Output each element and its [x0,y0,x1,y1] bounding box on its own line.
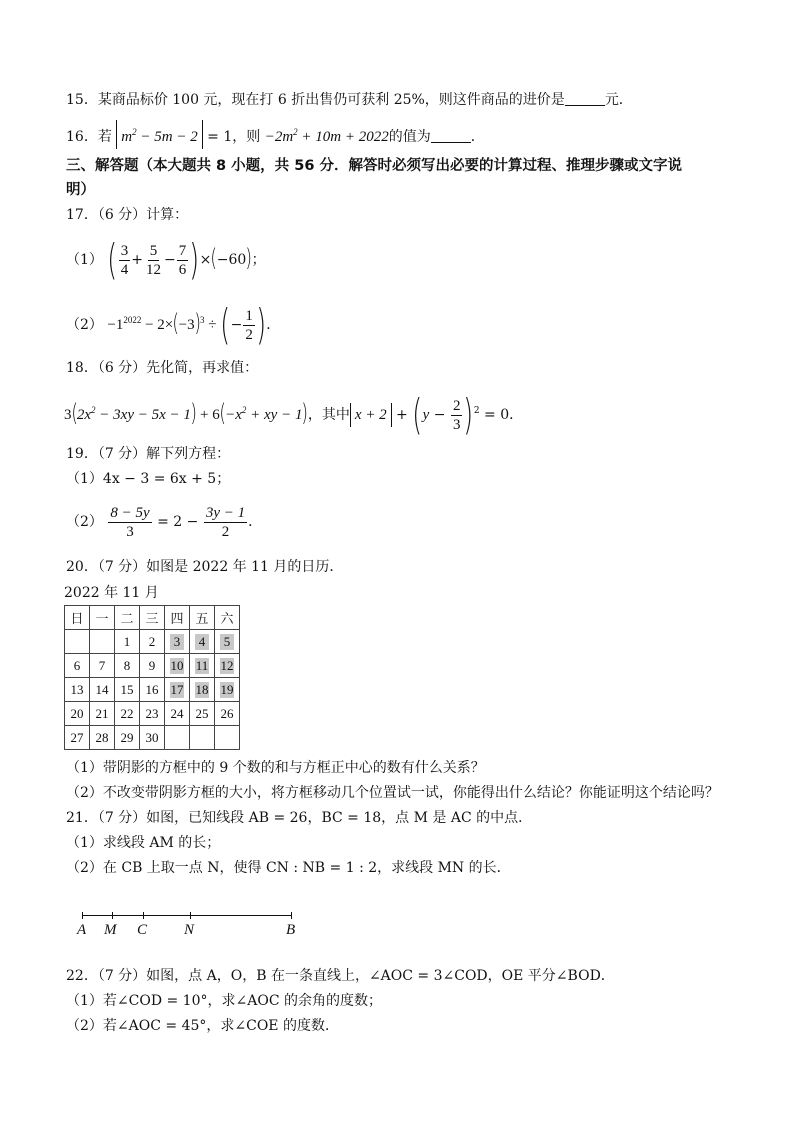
point-tick [112,912,113,919]
day-number: 22 [120,705,134,721]
day-number: 14 [95,681,109,697]
calendar-day-cell [140,654,165,678]
q15-text: 15．某商品标价 100 元，现在打 6 折出售仍可获利 25%，则这件商品的进价是 [66,92,565,108]
calendar-day-cell [165,678,190,702]
section-3-heading: 三、解答题（本大题共 8 小题，共 56 分．解答时必须写出必要的计算过程、推理步骤或文字说 [66,158,682,174]
calendar-day-cell [140,702,165,726]
point-label-c: C [137,922,148,938]
calendar-week-row [65,678,240,702]
q16-end: ． [470,129,485,145]
day-number: 21 [95,705,109,721]
question-19-part-2: （2） $\frac{8 - 5y}{3}$ = 2 − $\frac{3y - 1}{2}$ ． [66,504,263,540]
calendar-week-row [65,726,240,750]
question-22-part-1: （1）若∠COD = 10°，求∠AOC 的余角的度数； [66,993,382,1009]
calendar-day-cell [140,678,165,702]
calendar-day-cell [190,726,215,750]
question-21-title: 21．（7 分）如图，已知线段 AB = 26，BC = 18，点 M 是 AC 的中点． [66,810,533,826]
calendar-week-row [65,630,240,654]
calendar-day-cell [140,726,165,750]
day-number: 20 [70,705,84,721]
calendar-day-cell [165,726,190,750]
calendar-day-cell [140,630,165,654]
q16-tail: 的值为 [388,129,431,145]
q16-absolute-expression: $m^2 - 5m - 2$ [116,120,202,149]
question-17-part-1: （1） ( $\frac{3}{4}$ + $\frac{5}{12}$ − $\frac{7}{6}$ )×(−60)； [66,235,266,284]
question-22-part-2: （2）若∠AOC = 45°，求∠COE 的度数． [66,1018,339,1034]
calendar-day-cell [115,702,140,726]
day-number: 23 [145,705,159,721]
calendar-day-cell [165,702,190,726]
calendar-header: 四 [165,606,190,630]
calendar-header: 日 [65,606,90,630]
calendar-day-cell [190,654,215,678]
q16-prefix: 16．若 [66,129,112,145]
calendar-title: 2022 年 11 月 [64,585,159,601]
shaded-day-number: 17 [170,681,184,697]
calendar-day-cell [90,678,115,702]
point-label-a: A [77,922,87,938]
shaded-day-number: 4 [195,634,209,650]
day-number: 8 [123,657,131,673]
question-17-part-2: $(2) -1^{2022} - 2\times(-3)^3$ ÷ (− $\frac{1}{2}$ )． [66,300,281,349]
q16-eq: = 1，则 [207,129,261,145]
shaded-day-number: 19 [220,681,234,697]
point-tick [143,912,144,919]
point-label-m: M [104,922,117,938]
calendar-day-cell [215,678,240,702]
calendar-day-cell [65,702,90,726]
point-tick [82,912,83,919]
calendar-day-cell [90,630,115,654]
day-number: 15 [120,681,134,697]
question-16 [66,120,485,149]
q18-cond-prefix: ，其中 [307,407,350,423]
calendar-day-cell [90,726,115,750]
day-number: 24 [170,705,184,721]
calendar-day-cell [65,678,90,702]
shaded-day-number: 5 [220,634,234,650]
line-segment-ab [82,915,292,916]
question-19-title: 19．（7 分）解下列方程： [66,446,231,462]
day-number: 29 [120,729,134,745]
calendar-header: 一 [90,606,115,630]
q16-expression: $-2m^2 + 10m + 2022$ [264,127,389,145]
answer-blank [565,91,605,106]
question-20-part-1: （1）带阴影的方框中的 9 个数的和与方框正中心的数有什么关系？ [66,760,485,776]
day-number: 16 [145,681,159,697]
question-21-part-2: （2）在 CB 上取一点 N，使得 CN : NB = 1 : 2，求线段 MN 的长． [66,860,511,876]
q17-p2-label: （2） [66,317,103,333]
day-number: 27 [70,729,84,745]
calendar-day-cell [165,630,190,654]
point-label-n: N [184,922,195,938]
calendar-week-row [65,702,240,726]
q15-tail: 元． [604,92,633,108]
calendar-day-cell [65,726,90,750]
calendar-day-cell [65,630,90,654]
calendar-day-cell [115,678,140,702]
calendar-header-row [65,606,240,630]
day-number: 6 [73,657,81,673]
calendar-day-cell [115,726,140,750]
calendar-day-cell [90,702,115,726]
question-20-part-2: （2）不改变带阴影方框的大小，将方框移动几个位置试一试，你能得出什么结论？你能证明这个结论吗？ [66,785,719,801]
question-18-expression: $3(2x^2 - 3xy - 5x - 1) + 6(-x^2$ + xy − 1)，其中 x + 2 + (y − $\frac{2}{3}$ )$^2$ = 0． [64,390,524,439]
shaded-day-number: 18 [195,681,209,697]
calendar-day-cell [190,702,215,726]
calendar-day-cell [190,630,215,654]
day-number: 13 [70,681,84,697]
calendar-day-cell [165,654,190,678]
calendar-day-cell [190,678,215,702]
day-number: 26 [220,705,234,721]
point-tick [190,912,191,919]
section-3-heading-cont: 明） [66,182,95,198]
calendar-header: 六 [215,606,240,630]
question-20-title: 20．（7 分）如图是 2022 年 11 月的日历． [66,559,344,575]
q19-p2-label: （2） [66,514,103,530]
shaded-day-number: 12 [220,657,234,673]
point-label-b: B [286,922,296,938]
calendar-day-cell [65,654,90,678]
question-17-title: 17．（6 分）计算： [66,207,189,223]
point-tick [291,912,292,919]
calendar-day-cell [215,726,240,750]
calendar-day-cell [115,630,140,654]
question-18-title: 18．（6 分）先化简，再求值： [66,360,259,376]
day-number: 25 [195,705,209,721]
shaded-day-number: 10 [170,657,184,673]
calendar-header: 二 [115,606,140,630]
calendar-day-cell [215,702,240,726]
q17-p1-label: （1） [66,252,103,268]
day-number: 28 [95,729,109,745]
question-21-part-1: （1）求线段 AM 的长； [66,835,221,851]
question-15 [66,90,633,110]
calendar-day-cell [90,654,115,678]
shaded-day-number: 11 [195,657,209,673]
calendar-day-cell [215,654,240,678]
day-number: 9 [148,657,156,673]
shaded-day-number: 3 [170,634,184,650]
calendar-week-row [65,654,240,678]
day-number: 1 [123,633,131,649]
day-number: 30 [145,729,159,745]
question-22-title: 22．（7 分）如图，点 A，O，B 在一条直线上，∠AOC = 3∠COD，OE 平分∠BOD． [66,968,615,984]
question-19-part-1: （1）4x − 3 = 6x + 5； [66,471,231,487]
calendar-day-cell [115,654,140,678]
calendar-header: 五 [190,606,215,630]
answer-blank [431,128,471,143]
calendar-table [64,605,240,750]
q18-cond-suffix: = 0． [484,407,524,423]
day-number: 2 [148,633,156,649]
day-number: 7 [98,657,106,673]
calendar-day-cell [215,630,240,654]
calendar-header: 三 [140,606,165,630]
